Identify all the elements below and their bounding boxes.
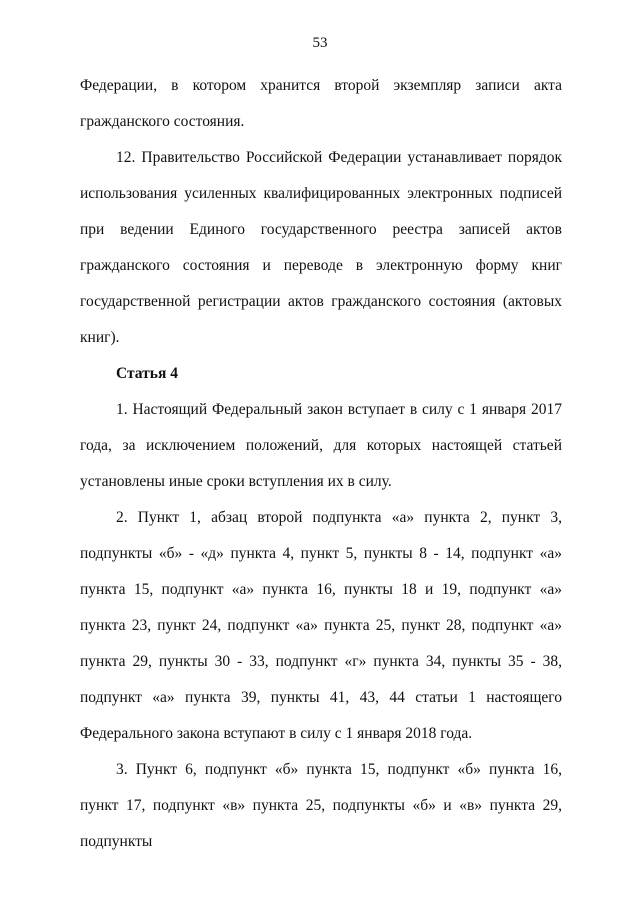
paragraph-continuation: Федерации, в котором хранится второй экземпляр записи акта гражданского состояния.	[80, 77, 562, 130]
document-body	[80, 68, 562, 860]
paragraph-article4-item3: 3. Пункт 6, подпункт «б» пункта 15, подпункт «б» пункта 16, пункт 17, подпункт «в» пункта 25, подпункты «б» и «в» пункта 29, подпункты	[80, 761, 562, 850]
article-heading: Статья 4	[116, 365, 178, 382]
paragraph-12: 12. Правительство Российской Федерации устанавливает порядок использования усиленных квалифицированных электронных подписей при ведении Единого государственного реестра записей актов гражданского состояния и переводе в электронную форму книг государственной регистрации актов гражданского состояния (актовых книг).	[80, 149, 562, 346]
paragraph-article4-item2: 2. Пункт 1, абзац второй подпункта «а» пункта 2, пункт 3, подпункты «б» - «д» пункта 4, пункт 5, пункты 8 - 14, подпункт «а» пункта 15, подпункт «а» пункта 16, пункты 18 и 19, подпункт «а» пункта 23, пункт 24, подпункт «а» пункта 25, пункт 28, подпункт «а» пункта 29, пункты 30 - 33, подпункт «г» пункта 34, пункты 35 - 38, подпункт «а» пункта 39, пункты 41, 43, 44 статьи 1 настоящего Федерального закона вступают в силу с 1 января 2018 года.	[80, 509, 562, 742]
paragraph-article4-item1: 1. Настоящий Федеральный закон вступает в силу с 1 января 2017 года, за исключением положений, для которых настоящей статьей установлены иные сроки вступления их в силу.	[80, 401, 562, 490]
page-number: 53	[312, 35, 328, 51]
